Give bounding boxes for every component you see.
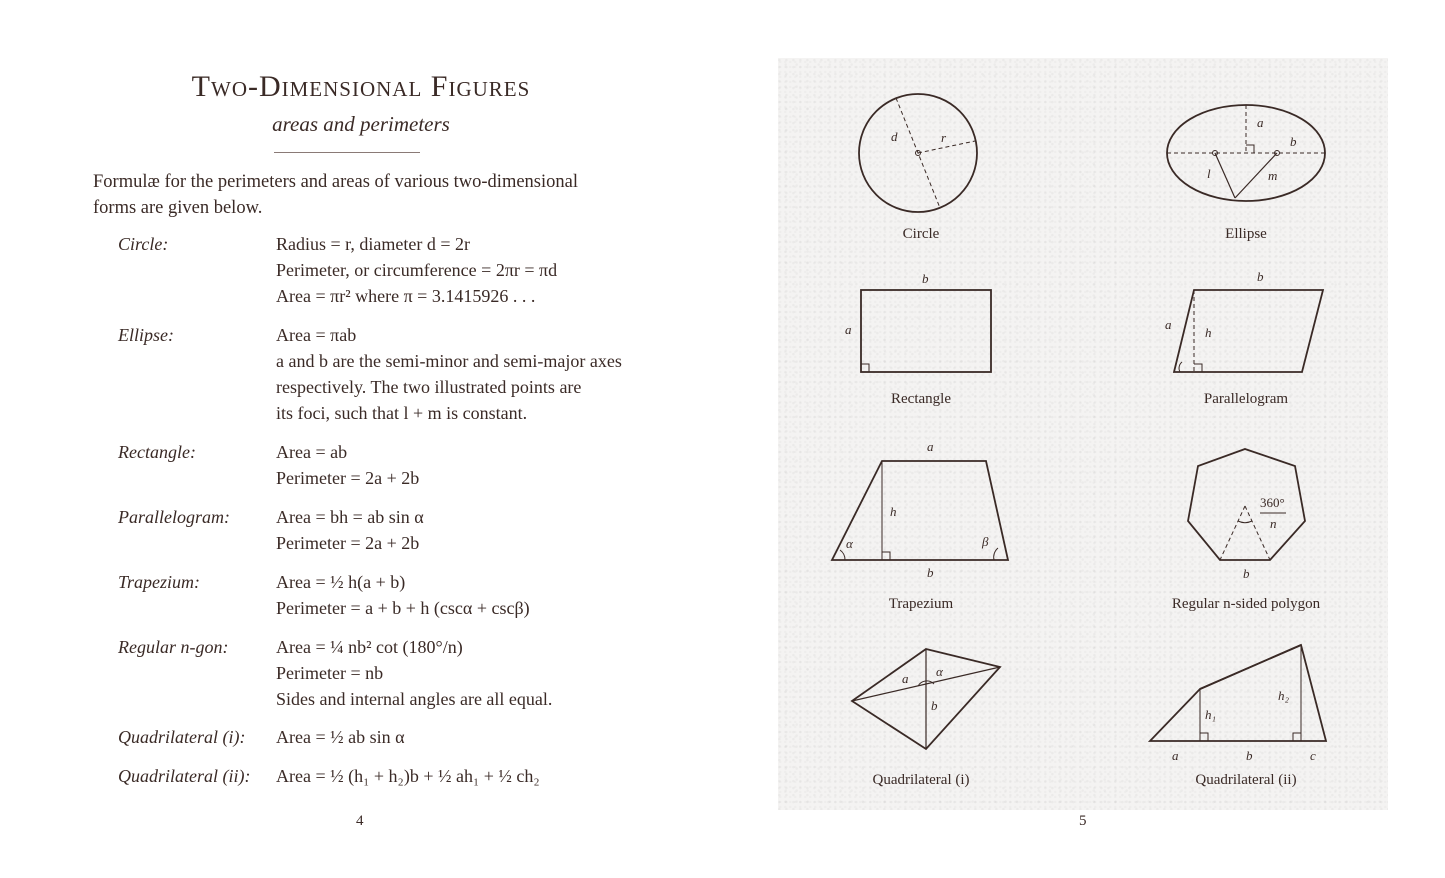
caption-quadrilateral-ii: Quadrilateral (ii): [1195, 772, 1297, 788]
ellipse-label-a: a: [1257, 115, 1264, 130]
formula-line: Area = bh = ab sin α: [276, 507, 424, 527]
parallelogram-label-h: h: [1205, 325, 1212, 340]
formula-line: respectively. The two illustrated points are: [276, 377, 582, 397]
trapezium-label-b: b: [927, 565, 934, 580]
caption-polygon: Regular n-sided polygon: [1171, 596, 1321, 612]
quad2-label-a: a: [1172, 748, 1179, 763]
formula-line: Area = ½ h(a + b): [276, 572, 406, 592]
caption-circle: Circle: [902, 226, 940, 242]
formula-line: Perimeter = 2a + 2b: [276, 468, 420, 488]
circle-figure: [859, 94, 977, 212]
page-number: 5: [1079, 813, 1087, 829]
polygon-angle-numerator: 360°: [1260, 495, 1285, 510]
heptagon-figure: [1188, 449, 1305, 560]
quad2-label-c: c: [1310, 748, 1316, 763]
formula-line: Perimeter = a + b + h (cscα + cscβ): [276, 598, 530, 618]
intro-line: forms are given below.: [93, 198, 263, 218]
formula-line: Radius = r, diameter d = 2r: [276, 234, 471, 254]
formula-label-ngon: Regular n-gon:: [118, 637, 229, 657]
formula-line: Area = ¼ nb² cot (180°/n): [276, 637, 463, 657]
formula-line: Area = πr² where π = 3.1415926 . . .: [276, 286, 536, 306]
rectangle-figure: [861, 290, 991, 372]
formula-line: Area = ab: [276, 442, 348, 462]
trapezium-label-h: h: [890, 504, 897, 519]
circle-label-r: r: [941, 130, 947, 145]
quadrilateral-i-figure: [852, 649, 1000, 749]
intro-line: Formulæ for the perimeters and areas of various two-dimensional: [93, 172, 578, 192]
formula-label-trapezium: Trapezium:: [118, 572, 201, 592]
formula-line: a and b are the semi-minor and semi-major axes: [276, 351, 622, 371]
ellipse-figure: [1167, 105, 1325, 201]
ellipse-label-b: b: [1290, 134, 1297, 149]
formula-label-circle: Circle:: [118, 234, 169, 254]
polygon-label-b: b: [1243, 566, 1250, 581]
quadrilateral-ii-figure: [1150, 645, 1326, 741]
page-title: Two-Dimensional Figures: [191, 70, 531, 103]
quad1-label-a: a: [902, 671, 909, 686]
formula-line: Area = ½ (h₁ + h₂)b + ½ ah₁ + ½ ch₂: [276, 766, 540, 786]
circle-label-d: d: [891, 129, 898, 144]
formula-label-quad1: Quadrilateral (i):: [118, 727, 246, 747]
parallelogram-label-b: b: [1257, 269, 1264, 284]
formula-line: Perimeter, or circumference = 2πr = πd: [276, 260, 558, 280]
caption-trapezium: Trapezium: [888, 596, 954, 612]
page-number: 4: [356, 813, 364, 829]
page-subtitle: areas and perimeters: [272, 112, 450, 136]
parallelogram-figure: [1174, 290, 1323, 372]
rectangle-label-b: b: [922, 271, 929, 286]
caption-ellipse: Ellipse: [1225, 226, 1267, 242]
formula-line: Perimeter = nb: [276, 663, 384, 683]
formula-label-parallelogram: Parallelogram:: [118, 507, 230, 527]
formula-label-rectangle: Rectangle:: [118, 442, 196, 462]
formula-label-quad2: Quadrilateral (ii):: [118, 766, 251, 786]
ellipse-label-l: l: [1207, 166, 1211, 181]
quad2-label-b: b: [1246, 748, 1253, 763]
polygon-angle-denominator: n: [1270, 516, 1277, 531]
parallelogram-label-a: a: [1165, 317, 1172, 332]
quad1-label-alpha: α: [936, 664, 943, 679]
quad2-label-h1: h₁: [1205, 707, 1217, 722]
trapezium-label-beta: β: [982, 534, 989, 549]
formula-label-ellipse: Ellipse:: [118, 325, 174, 345]
quad1-label-b: b: [931, 698, 938, 713]
ellipse-label-m: m: [1268, 168, 1278, 183]
trapezium-label-a: a: [927, 439, 934, 454]
caption-rectangle: Rectangle: [891, 391, 951, 407]
caption-quadrilateral-i: Quadrilateral (i): [872, 772, 970, 788]
caption-parallelogram: Parallelogram: [1203, 391, 1289, 407]
rectangle-label-a: a: [845, 322, 852, 337]
formula-line: Sides and internal angles are all equal.: [276, 689, 553, 709]
formula-line: Perimeter = 2a + 2b: [276, 533, 420, 553]
formula-line: its foci, such that l + m is constant.: [276, 403, 528, 423]
formula-line: Area = πab: [276, 325, 357, 345]
quad2-label-h2: h₂: [1278, 688, 1290, 703]
trapezium-label-alpha: α: [846, 536, 853, 551]
formula-line: Area = ½ ab sin α: [276, 727, 405, 747]
